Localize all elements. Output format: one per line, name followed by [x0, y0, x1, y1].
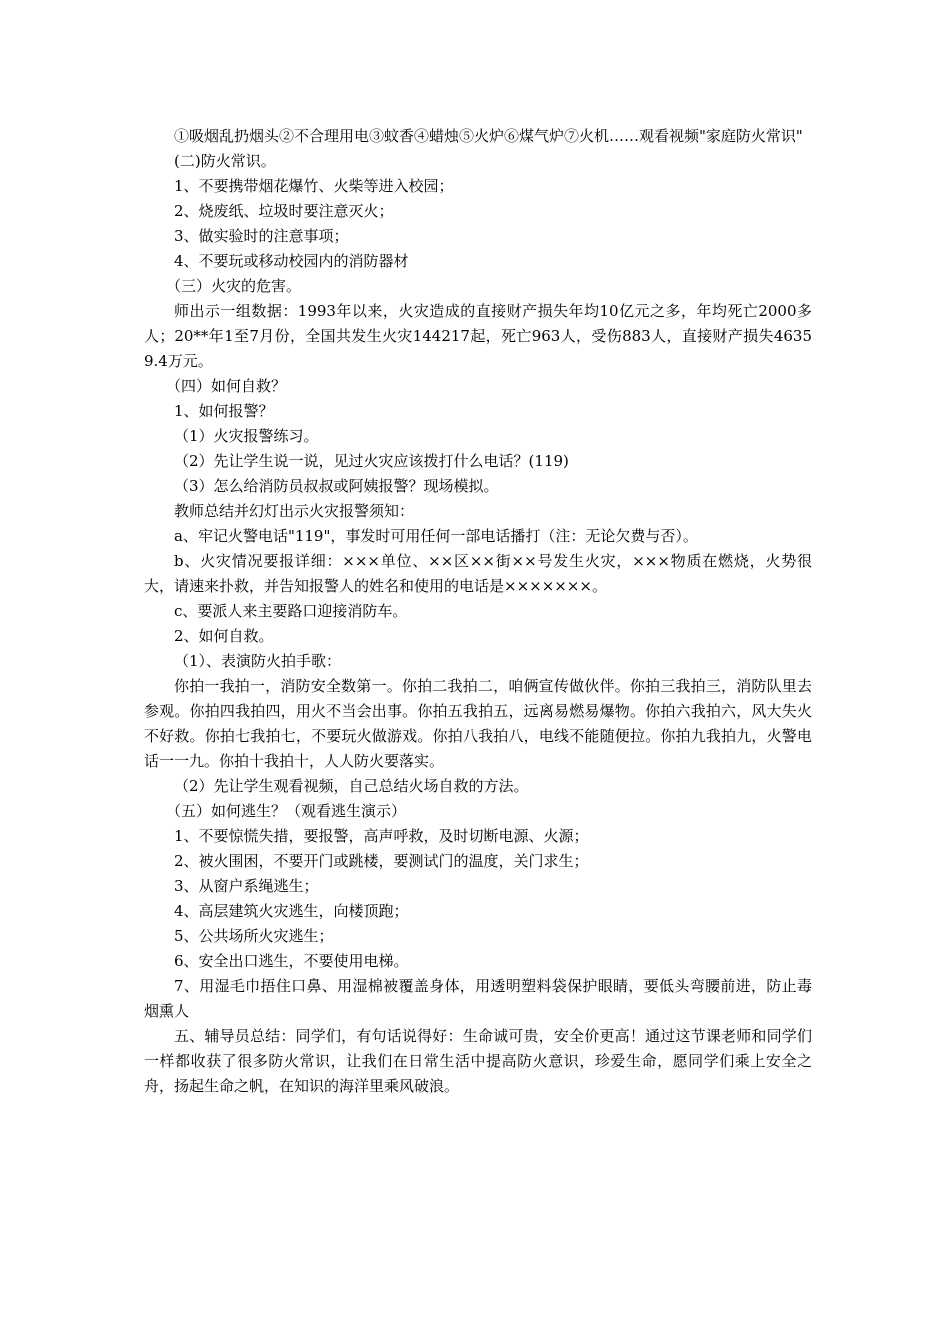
list-item: 5、公共场所火灾逃生； [174, 927, 334, 945]
list-item: 2、被火围困，不要开门或跳楼，要测试门的温度，关门求生； [174, 852, 589, 870]
list-item: 4、不要玩或移动校园内的消防器材 [174, 252, 409, 270]
list-item: c、要派人来主要路口迎接消防车。 [174, 602, 408, 620]
document-body [144, 124, 812, 1099]
paragraph-fire-causes: ①吸烟乱扔烟头②不合理用电③蚊香④蜡烛⑤火炉⑥煤气炉⑦火机……观看视频"家庭防火常识" [174, 127, 803, 145]
paragraph-clapping-song: 你拍一我拍一，消防安全数第一。你拍二我拍二，咱俩宣传做伙伴。你拍三我拍三，消防队里去参观。你拍四我拍四，用火不当会出事。你拍五我拍五，远离易燃易爆物。你拍六我拍六，风大失火不好救。你拍七我拍七，不要玩火做游戏。你拍八我拍八，电线不能随便拉。你拍九我拍九，火警电话一一九。你拍十我拍十，人人防火要落实。 [144, 677, 812, 770]
list-item: 4、高层建筑火灾逃生，向楼顶跑； [174, 902, 409, 920]
list-item: b、火灾情况要报详细：×××单位、××区××街××号发生火灾，×××物质在燃烧，火势很大，请速来扑救，并告知报警人的姓名和使用的电话是×××××××。 [144, 552, 812, 595]
list-item: 1、不要携带烟花爆竹、火柴等进入校园； [174, 177, 454, 195]
heading-fire-prevention: (二)防火常识。 [174, 152, 276, 170]
list-item: （1）火灾报警练习。 [174, 427, 319, 445]
paragraph-conclusion: 五、辅导员总结：同学们，有句话说得好：生命诚可贵，安全价更高！通过这节课老师和同学们一样都收获了很多防火常识，让我们在日常生活中提高防火意识，珍爱生命，愿同学们乘上安全之舟，扬起生命之帆，在知识的海洋里乘风破浪。 [144, 1027, 812, 1095]
list-item: （1）、表演防火拍手歌： [174, 652, 342, 670]
heading-self-rescue: （四）如何自救？ [166, 377, 287, 395]
heading-fire-hazards: （三）火灾的危害。 [166, 277, 302, 295]
list-item: （3）怎么给消防员叔叔或阿姨报警？现场模拟。 [174, 477, 499, 495]
list-item: 6、安全出口逃生，不要使用电梯。 [174, 952, 409, 970]
list-item: 7、用湿毛巾捂住口鼻、用湿棉被覆盖身体，用透明塑料袋保护眼睛，要低头弯腰前进，防止毒烟熏人 [144, 977, 812, 1020]
subheading-how-to-report: 1、如何报警？ [174, 402, 274, 420]
subheading-how-to-self-rescue: 2、如何自救。 [174, 627, 274, 645]
heading-escape: （五）如何逃生？（观看逃生演示） [166, 802, 407, 820]
list-item: a、牢记火警电话"119"，事发时可用任何一部电话播打（注：无论欠费与否）。 [174, 527, 698, 545]
list-item: （2）先让学生说一说，见过火灾应该拨打什么电话？(119) [174, 452, 569, 470]
paragraph-teacher-summary: 教师总结并幻灯出示火灾报警须知： [174, 502, 415, 520]
list-item: 1、不要惊慌失措，要报警，高声呼救，及时切断电源、火源； [174, 827, 589, 845]
list-item: 3、从窗户系绳逃生； [174, 877, 319, 895]
list-item: 2、烧废纸、垃圾时要注意灭火； [174, 202, 394, 220]
list-item: 3、做实验时的注意事项； [174, 227, 349, 245]
list-item: （2）先让学生观看视频，自己总结火场自救的方法。 [174, 777, 529, 795]
paragraph-statistics: 师出示一组数据：1993年以来，火灾造成的直接财产损失年均10亿元之多，年均死亡2000多人；20**年1至7月份，全国共发生火灾144217起，死亡963人，受伤883人，直接财产损失46359.4万元。 [144, 302, 812, 370]
